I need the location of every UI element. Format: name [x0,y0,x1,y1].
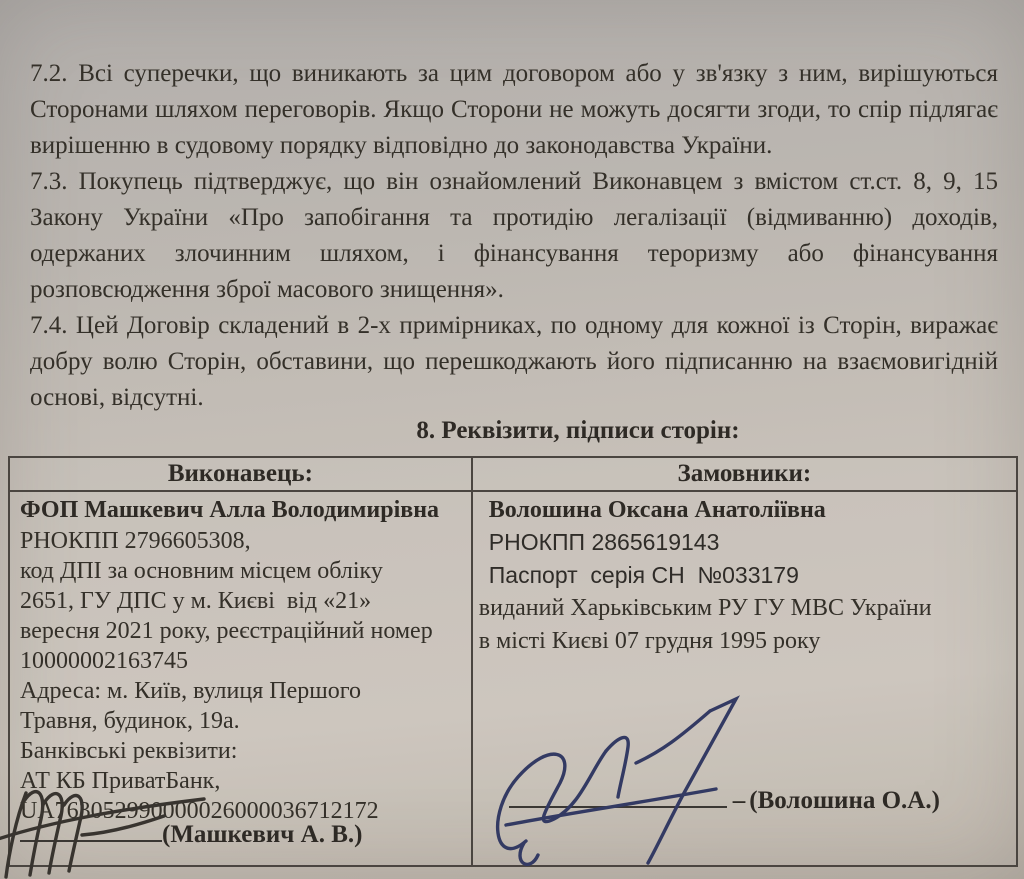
customer-name: Волошина Оксана Анатоліївна [488,497,826,523]
column-header-executor: Виконавець: [10,458,473,490]
executor-detail-line: вересня 2021 року, реєстраційний номер [20,618,433,644]
executor-signature-row [20,815,362,849]
executor-name: ФОП Машкевич Алла Володимирівна [20,497,440,523]
customer-details-cell [473,492,1016,865]
executor-detail-line: код ДПІ за основним місцем обліку [20,558,383,584]
clause-7-2: 7.2. Всі суперечки, що виникають за цим договором або у зв'язку з ним, вирішуються Сторонами шляхом переговорів. Якщо Сторони не можуть досягти згоди, то спір підлягає вирішенню в судовому порядку відповідно до законодавства України. [30,60,998,159]
executor-details-cell [10,492,473,865]
executor-detail-line: 10000002163745 [20,648,188,674]
executor-signature-line [20,815,162,842]
clause-7-4: 7.4. Цей Договір складений в 2-х примірниках, по одному для кожної із Сторін, виражає добру волю Сторін, обставини, що перешкоджають його підписанню на взаємовигідній основі, відсутні. [30,312,998,411]
executor-detail-line: Адреса: м. Київ, вулиця Першого [20,678,361,704]
customer-signature-line [509,781,727,808]
section-heading-requisites: 8. Реквізити, підписи сторін: [416,417,740,444]
column-header-customers: Замовники: [677,460,812,487]
customer-signature-row [509,781,940,815]
table-header-row [10,458,1016,492]
executor-signature-label: (Машкевич А. В.) [162,821,363,848]
executor-detail-line: РНОКПП 2796605308, [20,528,251,554]
executor-detail-line: Травня, будинок, 19а. [20,708,240,734]
customer-detail-line: в місті Києві 07 грудня 1995 року [478,628,821,654]
customer-signature-label: (Волошина О.А.) [749,787,940,814]
customer-detail-line: виданий Харьківським РУ ГУ МВС України [478,595,932,621]
executor-iban-line: UA763052990000026000036712172 [20,798,379,824]
executor-detail-line: 2651, ГУ ДПС у м. Києві від «21» [20,588,372,614]
customer-passport-line: Паспорт серія СН №033179 [488,562,799,588]
executor-detail-line: Банківські реквізити: [20,738,238,764]
requisites-table [8,456,1018,867]
clause-7-3: 7.3. Покупець підтверджує, що він ознайомлений Виконавцем з вмістом ст.ст. 8, 9, 15 Закону України «Про запобігання та протидію легалізації (відмиванню) доходів, одержаних злочинним шляхом, і фінансування тероризму або фінансування розповсюдження зброї масового знищення». [30,168,998,303]
table-body-row [10,492,1016,865]
customer-signature-dash: – [732,787,746,814]
executor-detail-line: АТ КБ ПриватБанк, [20,768,221,794]
customer-rnokpp-line: РНОКПП 2865619143 [488,529,720,555]
contract-clauses [30,56,998,416]
